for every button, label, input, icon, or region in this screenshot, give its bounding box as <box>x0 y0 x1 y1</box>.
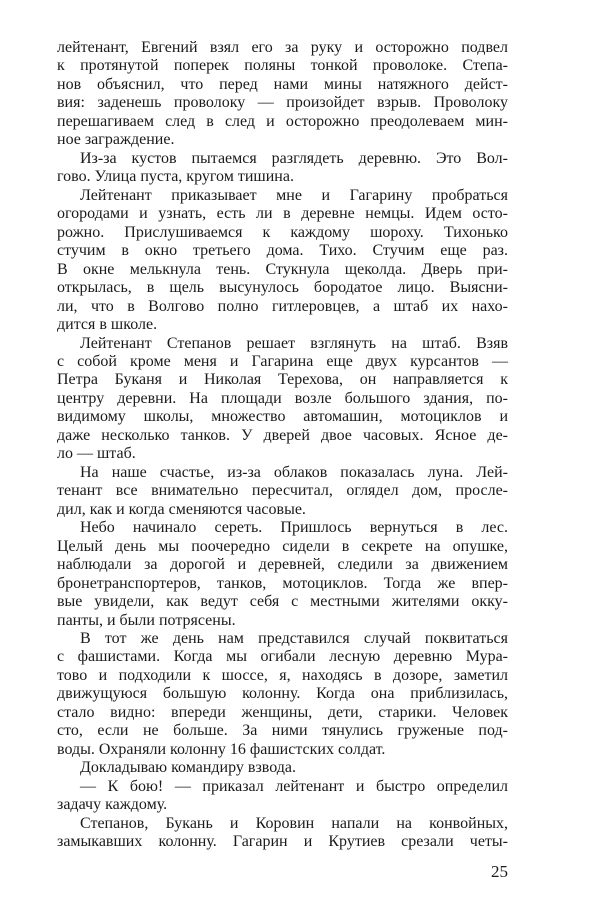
paragraph <box>57 39 508 150</box>
text-line: вые увидели, как ведут себя с местными жителями окку- <box>57 593 508 611</box>
text-line: вия: заденешь проволоку — произойдет взрыв. Проволоку <box>57 94 508 112</box>
paragraph <box>57 759 508 777</box>
text-line: огородами и узнать, есть ли в деревне немцы. Идем осто- <box>57 205 508 223</box>
text-line: сто, если не больше. За ними тянулись груженые под- <box>57 722 508 740</box>
text-line: стало видно: впереди женщины, дети, старики. Человек <box>57 703 508 721</box>
page-number: 25 <box>491 862 508 881</box>
paragraph <box>57 464 508 519</box>
text-line: рожно. Прислушиваемся к каждому шороху. Тихонько <box>57 223 508 241</box>
text-line: В тот же день нам представился случай поквитаться <box>80 630 508 647</box>
text-line: к протянутой поперек поляны тонкой проволоке. Степа- <box>57 57 508 75</box>
text-line: тенант все внимательно пересчитал, оглядел дом, просле- <box>57 482 508 500</box>
text-line: задачу каждому. <box>57 796 168 814</box>
text-line: Докладываю командиру взвода. <box>80 759 296 777</box>
text-line: центру деревни. На площади возле большого здания, по- <box>57 389 508 407</box>
text-line: На наше счастье, из-за облаков показалась луна. Лей- <box>80 463 508 481</box>
text-line: Степанов, Букань и Коровин напали на конвойных, <box>80 814 508 832</box>
text-line: Лейтенант Степанов решает взглянуть на штаб. Взяв <box>80 334 508 352</box>
text-line: дится в школе. <box>57 316 158 334</box>
text-line: — К бою! — приказал лейтенант и быстро определил <box>80 777 508 795</box>
paragraph <box>57 815 508 852</box>
text-line: нов объяснил, что перед нами мины натяжного дейст- <box>57 75 508 93</box>
text-line: тово и подходили к шоссе, я, находясь в дозоре, заметил <box>57 666 508 684</box>
text-line: открылась, в щель высунулось бородатое лицо. Выясни- <box>57 279 508 297</box>
paragraph <box>57 630 508 759</box>
text-line: дил, как и когда сменяются часовые. <box>57 500 306 518</box>
text-line: воды. Охраняли колонну 16 фашистских солдат. <box>57 740 386 758</box>
text-line: Лейтенант приказывает мне и Гагарину пробраться <box>80 186 508 204</box>
text-line: видимому школы, множество автомашин, мотоциклов и <box>57 408 508 426</box>
text-line: ное заграждение. <box>57 131 175 149</box>
text-line: замыкавших колонну. Гагарин и Крутиев срезали четы- <box>57 833 508 851</box>
paragraph <box>57 335 508 464</box>
text-line: движущуюся большую колонну. Когда она приблизилась, <box>57 685 508 703</box>
text-line: с собой кроме меня и Гагарина еще двух курсантов — <box>57 352 508 370</box>
book-page-text <box>57 39 508 852</box>
text-line: панты, и были потрясены. <box>57 611 236 629</box>
text-line: с фашистами. Когда мы огибали лесную деревню Мура- <box>57 648 508 666</box>
text-line: Небо начинало сереть. Пришлось вернуться в лес. <box>80 519 508 537</box>
paragraph <box>57 778 508 815</box>
paragraph <box>57 519 508 630</box>
text-line: ло — штаб. <box>57 445 136 463</box>
text-line: гово. Улица пуста, кругом тишина. <box>57 168 294 186</box>
text-line: ли, что в Волгово полно гитлеровцев, а штаб их нахо- <box>57 297 508 315</box>
text-line: лейтенант, Евгений взял его за руку и осторожно подвел <box>57 39 508 56</box>
text-line: Из-за кустов пытаемся разглядеть деревню. Это Вол- <box>80 149 508 167</box>
paragraph <box>57 150 508 187</box>
paragraph <box>57 187 508 335</box>
text-line: В окне мелькнула тень. Стукнула щеколда. Дверь при- <box>57 260 508 278</box>
text-line: даже несколько танков. У дверей двое часовых. Ясное де- <box>57 426 508 444</box>
text-line: стучим в окно третьего дома. Тихо. Стучим еще раз. <box>57 242 508 260</box>
text-line: перешагиваем след в след и осторожно преодолеваем мин- <box>57 112 508 130</box>
text-line: наблюдали за дорогой и деревней, следили за движением <box>57 556 508 574</box>
text-line: Целый день мы поочередно сидели в секрете на опушке, <box>57 537 508 555</box>
text-line: Петра Буканя и Николая Терехова, он направляется к <box>57 371 508 389</box>
text-line: бронетранспортеров, танков, мотоциклов. Тогда же впер- <box>57 574 508 592</box>
